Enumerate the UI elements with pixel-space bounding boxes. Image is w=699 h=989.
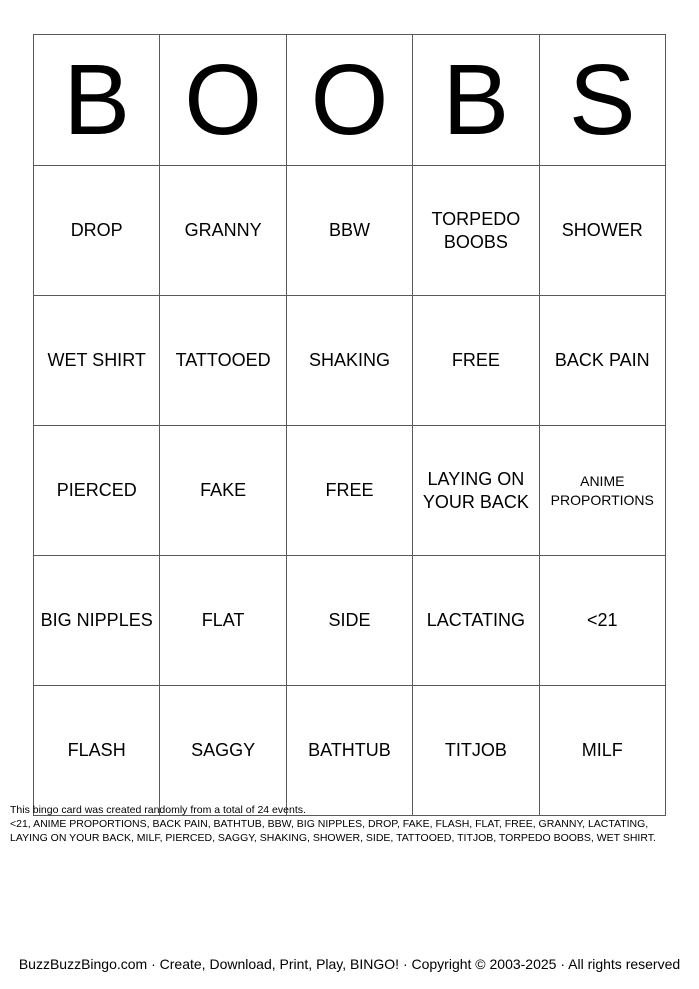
card-info-line: This bingo card was created randomly from a total of 24 events. [10, 804, 306, 816]
bingo-row [34, 426, 666, 556]
bingo-cell: FLAT [160, 556, 286, 686]
bingo-cell: LACTATING [413, 556, 539, 686]
bingo-cell: BIG NIPPLES [34, 556, 160, 686]
bingo-cell: TITJOB [413, 686, 539, 816]
bingo-cell: FREE [413, 296, 539, 426]
header-letter: B [413, 35, 539, 166]
bingo-cell: <21 [539, 556, 665, 686]
bingo-cell: FLASH [34, 686, 160, 816]
bingo-cell: BATHTUB [286, 686, 412, 816]
bingo-row [34, 166, 666, 296]
bingo-row [34, 686, 666, 816]
bingo-cell: FAKE [160, 426, 286, 556]
header-letter: S [539, 35, 665, 166]
bingo-cell: FREE [286, 426, 412, 556]
bingo-row [34, 296, 666, 426]
bingo-cell: MILF [539, 686, 665, 816]
header-letter: O [286, 35, 412, 166]
bingo-cell: SHAKING [286, 296, 412, 426]
header-letter: O [160, 35, 286, 166]
bingo-cell: DROP [34, 166, 160, 296]
bingo-cell: BACK PAIN [539, 296, 665, 426]
site-copyright-line: BuzzBuzzBingo.com · Create, Download, Print, Play, BINGO! · Copyright © 2003-2025 · All rights reserved [18, 956, 681, 972]
bingo-cell: SHOWER [539, 166, 665, 296]
bingo-cell: TORPEDO BOOBS [413, 166, 539, 296]
bingo-cell: GRANNY [160, 166, 286, 296]
bingo-cell: WET SHIRT [34, 296, 160, 426]
bingo-cell: ANIME PROPORTIONS [539, 426, 665, 556]
bingo-cell: BBW [286, 166, 412, 296]
bingo-header-row [34, 35, 666, 166]
header-letter: B [34, 35, 160, 166]
bingo-cell: TATTOOED [160, 296, 286, 426]
bingo-cell: SAGGY [160, 686, 286, 816]
bingo-row [34, 556, 666, 686]
bingo-cell: LAYING ON YOUR BACK [413, 426, 539, 556]
bingo-cell: SIDE [286, 556, 412, 686]
bingo-card-body [34, 166, 666, 816]
bingo-card [33, 34, 666, 816]
bingo-cell: PIERCED [34, 426, 160, 556]
events-list: <21, ANIME PROPORTIONS, BACK PAIN, BATHTUB, BBW, BIG NIPPLES, DROP, FAKE, FLASH, FLAT, FREE, GRANNY, LACTATING, LAYING ON YOUR BACK, MILF, PIERCED, SAGGY, SHAKING, SHOWER, SIDE, TATTOOED, TITJOB, TORPEDO BOOBS, WET SHIRT. [10, 818, 656, 844]
